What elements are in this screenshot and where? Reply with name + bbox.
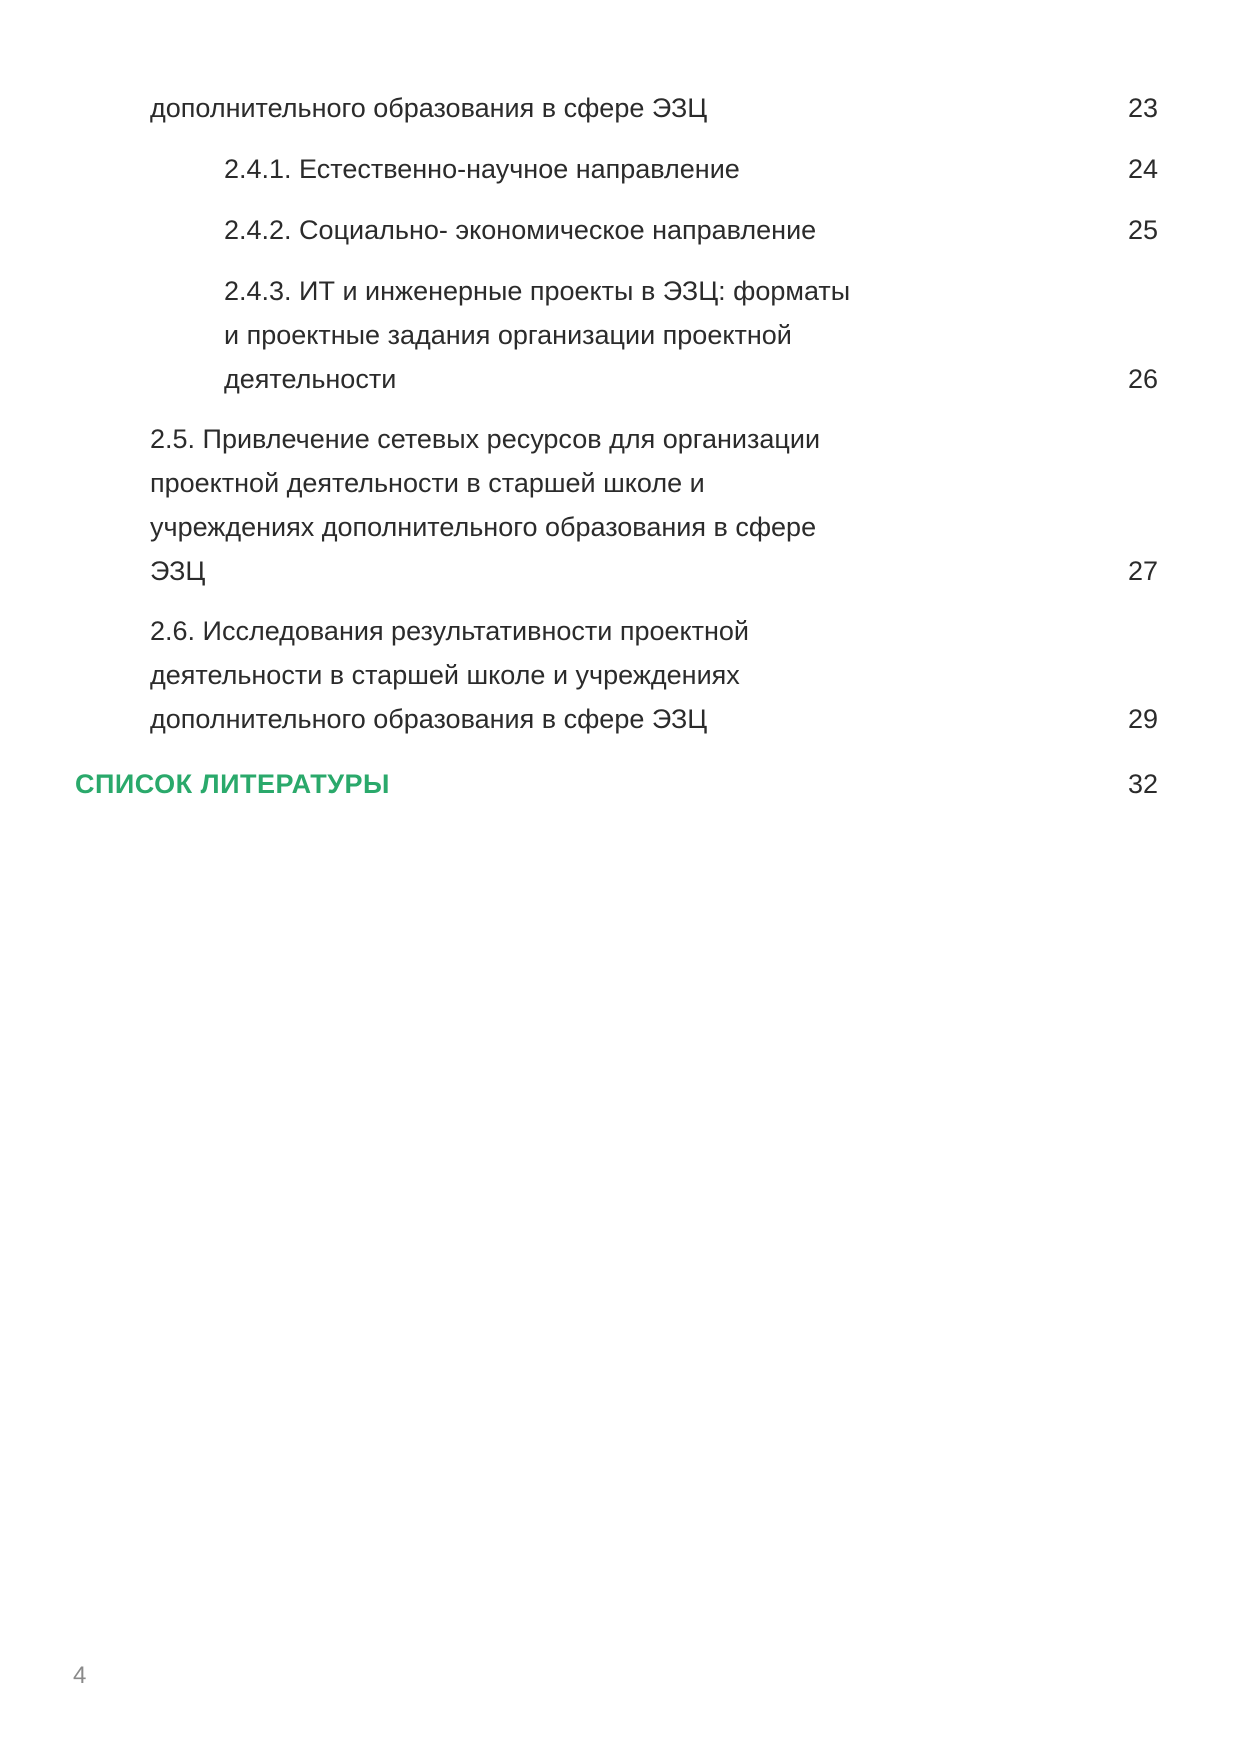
toc-entry-text: дополнительного образования в сфере ЭЗЦ [150, 93, 708, 123]
toc-entry-page: 26 [1127, 364, 1158, 394]
toc-entry-page: 23 [1127, 93, 1158, 123]
toc-entry-page: 29 [1127, 704, 1158, 734]
toc-entry-text: 2.4.1. Естественно-научное направление [224, 154, 740, 184]
toc-entry-text: 2.6. Исследования результативности проектной деятельности в старшей школе и учреждениях дополнительного образования в сфере ЭЗЦ [150, 616, 750, 734]
toc-entry-page: 24 [1127, 154, 1158, 184]
toc-entry-text: 2.5. Привлечение сетевых ресурсов для организации проектной деятельности в старшей школе и учреждениях дополнительного образования в сфере ЭЗЦ [150, 424, 821, 586]
toc-literature-page: 32 [1127, 769, 1158, 799]
toc-entry-page: 27 [1127, 556, 1158, 586]
toc-literature-heading[interactable]: СПИСОК ЛИТЕРАТУРЫ [75, 769, 390, 799]
toc-entry-page: 25 [1127, 215, 1158, 245]
toc-entry-text: 2.4.2. Социально- экономическое направление [224, 215, 817, 245]
page-number: 4 [73, 1662, 87, 1689]
toc-entry-text: 2.4.3. ИТ и инженерные проекты в ЭЗЦ: форматы и проектные задания организации проектной деятельности [224, 276, 851, 394]
